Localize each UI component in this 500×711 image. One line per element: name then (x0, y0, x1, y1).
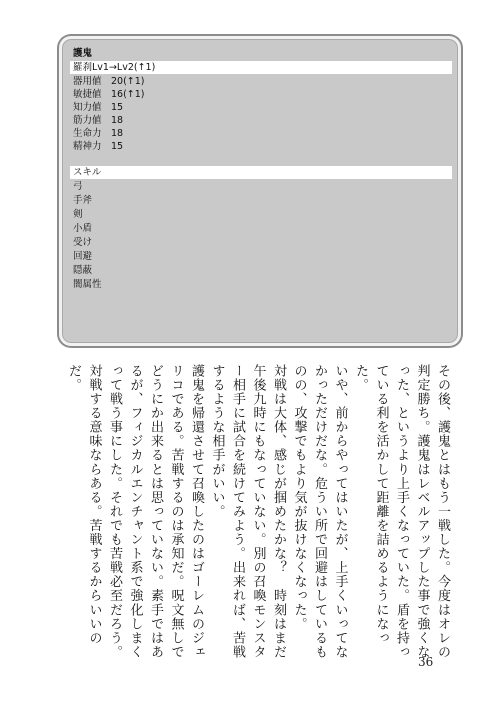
paragraph: 対戦は大体、感じが掴めたかな？ 時刻はまだ午後九時にもなっていない。別の召喚モンスター相手に試合を続けてみよう。出来れば、苦戦するような相手がいい。 (209, 364, 286, 660)
stat-value: 15 (111, 141, 124, 152)
page-number: 36 (418, 655, 434, 669)
stat-label: 器用値 (73, 76, 102, 87)
paragraph: その後、護鬼とはもう一戦した。今度はオレの判定勝ち。護鬼はレベルアップした事で強くなった、というより上手くなっていた。盾を持っている利を活かして距離を詰めるようになった。 (353, 364, 450, 660)
skill-item: 弓 (73, 181, 83, 192)
stat-label: 精神力 (73, 141, 102, 152)
skills-header-bar: スキル (70, 166, 452, 179)
stat-row (73, 88, 450, 101)
skill-item: 小盾 (73, 223, 93, 234)
stat-row (73, 75, 450, 88)
stat-value: 15 (111, 102, 124, 113)
character-name: 護鬼 (73, 48, 93, 59)
stat-value: 18 (111, 128, 124, 139)
rank-bar: 羅刹Lv1→Lv2(↑1) (70, 61, 452, 74)
skill-item: 回避 (73, 251, 93, 262)
stat-value: 16(↑1) (111, 89, 145, 100)
novel-body-text (66, 364, 452, 664)
stat-row (73, 140, 450, 153)
stat-label: 生命力 (73, 128, 102, 139)
stat-value: 20(↑1) (111, 76, 145, 87)
stat-label: 敏捷値 (73, 89, 102, 100)
skill-item: 手斧 (73, 195, 93, 206)
stat-label: 知力値 (73, 102, 102, 113)
paragraph: 護鬼を帰還させて召喚したのはゴーレムのジェリコである。苦戦するのは承知だ。呪文無しでどうにか出来るとは思っていない。素手ではあるが、フィジカルエンチャント系で強化しまくって戦う事にした。それでも苦戦必至だろう。対戦する意味ならある。苦戦するからいいのだ。 (66, 364, 204, 660)
status-window (59, 36, 461, 346)
stat-row (73, 114, 450, 127)
stat-row (73, 127, 450, 140)
skill-item: 受け (73, 237, 93, 248)
stat-row (73, 101, 450, 114)
stat-label: 筋力値 (73, 115, 102, 126)
skill-item: 剣 (73, 209, 83, 220)
stat-value: 18 (111, 115, 124, 126)
skill-item: 闇属性 (73, 279, 102, 290)
skill-item: 隠蔽 (73, 265, 93, 276)
paragraph: いや、前からやってはいたが、上手くいってなかっただけだな。危うい所で回避はしているものの、攻撃でもより気が抜けなくなった。 (291, 364, 348, 660)
